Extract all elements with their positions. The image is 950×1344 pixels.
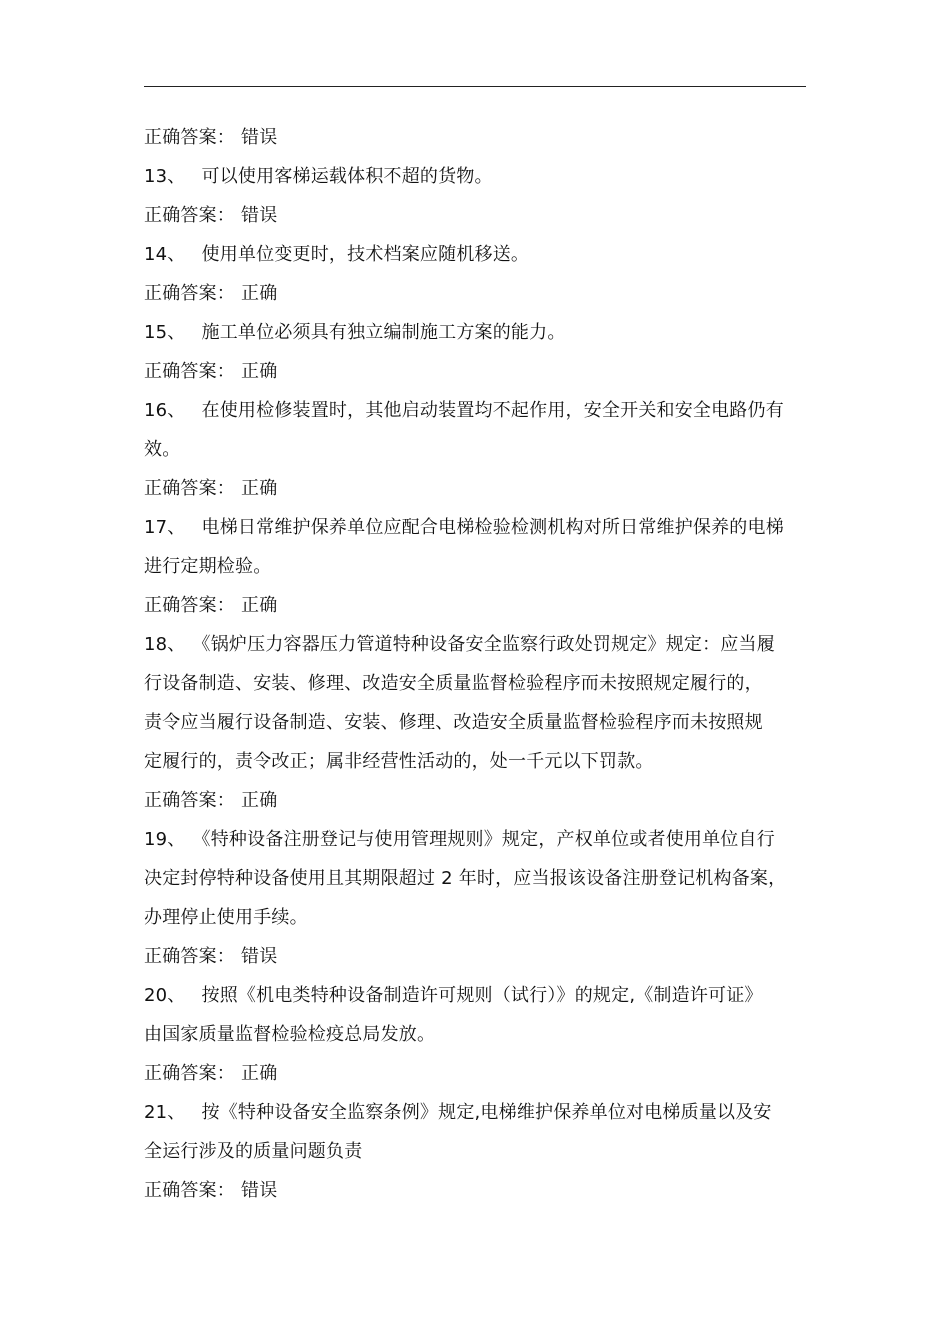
question-text: 施工单位必须具有独立编制施工方案的能力。 <box>201 322 566 343</box>
answer-label: 正确答案： <box>144 205 235 226</box>
question-number: 17、 <box>144 517 186 538</box>
question-text: 按照《机电类特种设备制造许可规则（试行）》的规定,《制造许可证》 <box>201 985 763 1006</box>
question-text: 全运行涉及的质量问题负责 <box>144 1141 363 1162</box>
header-rule <box>144 86 806 87</box>
question-text: 进行定期检验。 <box>144 556 272 577</box>
answer-value: 错误 <box>241 127 278 148</box>
answer-value: 正确 <box>241 790 278 811</box>
question-text: 《特种设备注册登记与使用管理规则》规定，产权单位或者使用单位自行 <box>201 829 775 850</box>
answer-label: 正确答案： <box>144 127 235 148</box>
answer-line <box>144 196 810 235</box>
question-text: 效。 <box>144 439 181 460</box>
question-number: 15、 <box>144 322 186 343</box>
question-text: 可以使用客梯运载体积不超的货物。 <box>201 166 493 187</box>
question-line <box>144 157 810 196</box>
question-line <box>144 976 810 1015</box>
question-line <box>144 391 810 430</box>
answer-line <box>144 781 810 820</box>
question-line <box>144 313 810 352</box>
question-line <box>144 508 810 547</box>
answer-line <box>144 352 810 391</box>
answer-value: 错误 <box>241 1180 278 1201</box>
question-line <box>144 820 810 859</box>
answer-line <box>144 469 810 508</box>
answer-line <box>144 1054 810 1093</box>
question-continuation-line <box>144 703 810 742</box>
answer-value: 错误 <box>241 946 278 967</box>
answer-value: 正确 <box>241 1063 278 1084</box>
question-continuation-line <box>144 898 810 937</box>
answer-value: 正确 <box>241 478 278 499</box>
question-continuation-line <box>144 1132 810 1171</box>
answer-label: 正确答案： <box>144 283 235 304</box>
answer-label: 正确答案： <box>144 1063 235 1084</box>
question-text: 《锅炉压力容器压力管道特种设备安全监察行政处罚规定》规定：应当履 <box>201 634 775 655</box>
answer-label: 正确答案： <box>144 595 235 616</box>
answer-value: 正确 <box>241 595 278 616</box>
answer-label: 正确答案： <box>144 790 235 811</box>
question-continuation-line <box>144 859 810 898</box>
question-text: 行设备制造、安装、修理、改造安全质量监督检验程序而未按照规定履行的， <box>144 673 763 694</box>
answer-value: 正确 <box>241 283 278 304</box>
answer-line <box>144 274 810 313</box>
question-number: 18、 <box>144 634 186 655</box>
question-text: 决定封停特种设备使用且其期限超过 2 年时，应当报该设备注册登记机构备案， <box>144 868 787 889</box>
answer-label: 正确答案： <box>144 1180 235 1201</box>
answer-value: 正确 <box>241 361 278 382</box>
question-continuation-line <box>144 547 810 586</box>
question-continuation-line <box>144 430 810 469</box>
question-text: 办理停止使用手续。 <box>144 907 308 928</box>
answer-value: 错误 <box>241 205 278 226</box>
answer-label: 正确答案： <box>144 478 235 499</box>
question-number: 14、 <box>144 244 186 265</box>
question-continuation-line <box>144 742 810 781</box>
question-continuation-line <box>144 664 810 703</box>
question-line <box>144 235 810 274</box>
question-number: 19、 <box>144 829 186 850</box>
question-line <box>144 1093 810 1132</box>
answer-line <box>144 1171 810 1210</box>
question-number: 13、 <box>144 166 186 187</box>
question-text: 在使用检修装置时，其他启动装置均不起作用，安全开关和安全电路仍有 <box>201 400 784 421</box>
answer-line <box>144 118 810 157</box>
question-number: 20、 <box>144 985 186 1006</box>
answer-line <box>144 586 810 625</box>
question-list <box>144 118 810 1210</box>
question-number: 21、 <box>144 1102 186 1123</box>
question-text: 按《特种设备安全监察条例》规定,电梯维护保养单位对电梯质量以及安 <box>201 1102 772 1123</box>
question-text: 电梯日常维护保养单位应配合电梯检验检测机构对所日常维护保养的电梯 <box>201 517 784 538</box>
answer-label: 正确答案： <box>144 946 235 967</box>
answer-line <box>144 937 810 976</box>
question-number: 16、 <box>144 400 186 421</box>
answer-label: 正确答案： <box>144 361 235 382</box>
question-text: 由国家质量监督检验检疫总局发放。 <box>144 1024 436 1045</box>
question-text: 定履行的，责令改正；属非经营性活动的，处一千元以下罚款。 <box>144 751 654 772</box>
question-text: 责令应当履行设备制造、安装、修理、改造安全质量监督检验程序而未按照规 <box>144 712 763 733</box>
question-line <box>144 625 810 664</box>
question-continuation-line <box>144 1015 810 1054</box>
question-text: 使用单位变更时，技术档案应随机移送。 <box>201 244 530 265</box>
